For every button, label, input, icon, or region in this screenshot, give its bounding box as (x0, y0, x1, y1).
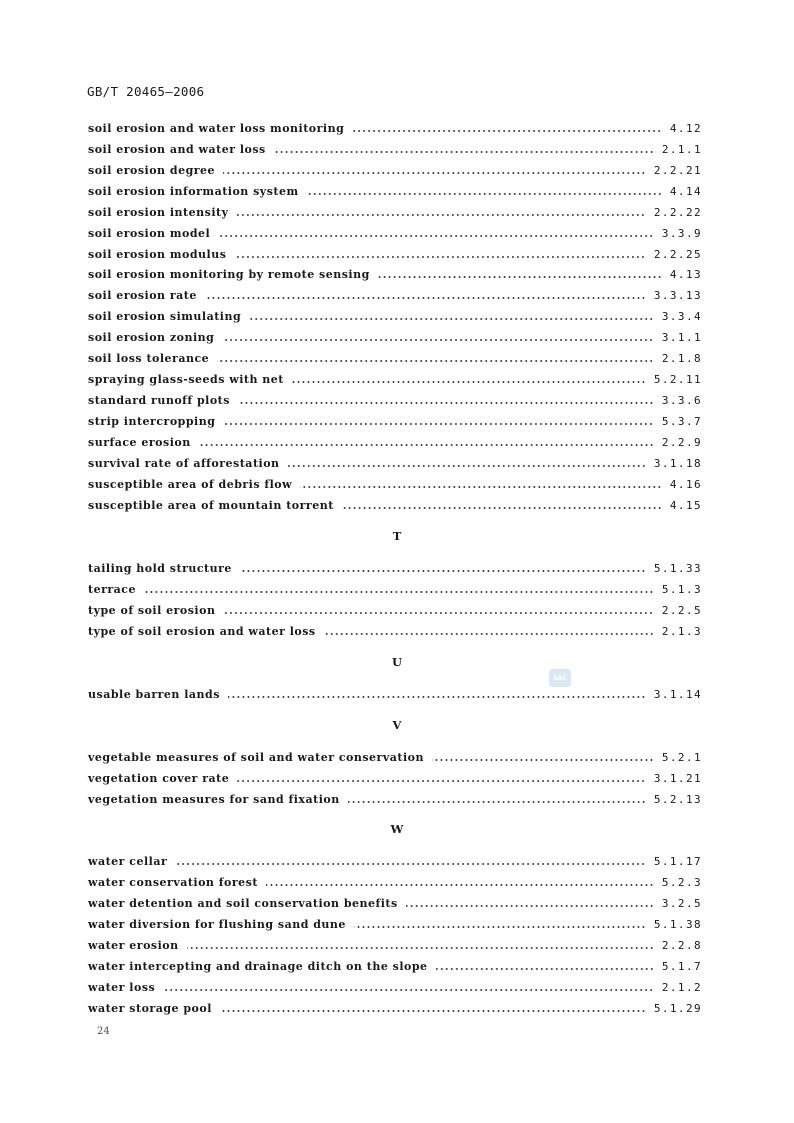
index-entry (88, 413, 702, 431)
clause-number: 2.2.22 (653, 206, 702, 219)
index-term: water detention and soil conservation benefits (88, 897, 398, 910)
index-term: spraying glass-seeds with net (88, 373, 284, 386)
dot-leader (378, 276, 662, 278)
clause-number: 4.13 (669, 268, 702, 281)
clause-number: 5.2.11 (653, 373, 702, 386)
clause-number: 5.1.29 (653, 1002, 702, 1015)
clause-number: 3.1.18 (653, 457, 702, 470)
index-entry (88, 455, 702, 473)
clause-number: 2.1.3 (661, 625, 702, 638)
index-entry (88, 623, 702, 641)
dot-leader (175, 863, 646, 865)
clause-number: 5.1.38 (653, 918, 702, 931)
index-entry (88, 204, 702, 222)
clause-number: 4.14 (669, 185, 702, 198)
clause-number: 3.1.14 (653, 688, 702, 701)
clause-number: 5.1.17 (653, 855, 702, 868)
dot-leader (354, 926, 646, 928)
clause-number: 3.3.9 (661, 227, 702, 240)
index-term: soil erosion simulating (88, 310, 242, 323)
clause-number: 5.3.7 (661, 415, 702, 428)
clause-number: 4.15 (669, 499, 702, 512)
index-term: soil erosion information system (88, 185, 299, 198)
dot-leader (288, 465, 646, 467)
index-term: soil erosion modulus (88, 248, 227, 261)
sac-watermark-logo: SAC (549, 669, 571, 687)
dot-leader (432, 759, 654, 761)
dot-leader (222, 339, 654, 341)
dot-leader (205, 297, 646, 299)
index-term: soil loss tolerance (88, 352, 210, 365)
index-term: soil erosion and water loss monitoring (88, 122, 345, 135)
dot-leader (223, 423, 653, 425)
index-term: standard runoff plots (88, 394, 230, 407)
index-term: vegetable measures of soil and water conservation (88, 751, 424, 764)
clause-number: 2.2.25 (653, 248, 702, 261)
dot-leader (199, 444, 654, 446)
index-term: susceptible area of debris flow (88, 478, 293, 491)
clause-number: 5.2.13 (653, 793, 702, 806)
section-letter-w: W (390, 822, 404, 836)
index-entry (88, 120, 702, 138)
index-entry (88, 371, 702, 389)
index-entry (88, 958, 702, 976)
dot-leader (220, 1010, 646, 1012)
index-entry (88, 162, 702, 180)
dot-leader (217, 360, 654, 362)
clause-number: 2.2.9 (661, 436, 702, 449)
index-entry (88, 246, 702, 264)
index-term: vegetation measures for sand fixation (88, 793, 340, 806)
dot-leader (274, 151, 654, 153)
index-term: survival rate of afforestation (88, 457, 280, 470)
dot-leader (266, 884, 654, 886)
index-term: type of soil erosion and water loss (88, 625, 316, 638)
dot-leader (292, 381, 646, 383)
dot-leader (236, 214, 645, 216)
index-entry (88, 895, 702, 913)
clause-number: 5.2.1 (661, 751, 702, 764)
index-entry (88, 1000, 702, 1018)
index-entry (88, 434, 702, 452)
clause-number: 3.1.1 (661, 331, 702, 344)
dot-leader (228, 696, 646, 698)
index-entry (88, 350, 702, 368)
dot-leader (300, 486, 662, 488)
clause-number: 3.3.13 (653, 289, 702, 302)
index-term: terrace (88, 583, 136, 596)
index-entry (88, 770, 702, 788)
index-entry (88, 937, 702, 955)
clause-number: 5.1.7 (661, 960, 702, 973)
index-entry (88, 853, 702, 871)
index-entry (88, 560, 702, 578)
index-entry (88, 225, 702, 243)
clause-number: 3.1.21 (653, 772, 702, 785)
index-term: soil erosion model (88, 227, 211, 240)
dot-leader (348, 801, 646, 803)
clause-number: 2.2.21 (653, 164, 702, 177)
dot-leader (238, 402, 654, 404)
index-term: water cellar (88, 855, 168, 868)
index-term: soil erosion rate (88, 289, 197, 302)
dot-leader (352, 130, 662, 132)
dot-leader (249, 318, 654, 320)
page-number: 24 (97, 1026, 110, 1037)
index-term: soil erosion zoning (88, 331, 215, 344)
index-entry (88, 329, 702, 347)
index-term: soil erosion and water loss (88, 143, 266, 156)
index-entry (88, 686, 702, 704)
index-entry (88, 497, 702, 515)
dot-leader (436, 968, 654, 970)
index-entry (88, 476, 702, 494)
index-entry (88, 287, 702, 305)
section-letter-u: U (391, 655, 403, 669)
index-term: type of soil erosion (88, 604, 216, 617)
index-term: water erosion (88, 939, 179, 952)
index-term: water diversion for flushing sand dune (88, 918, 346, 931)
index-entry (88, 141, 702, 159)
index-entry (88, 183, 702, 201)
clause-number: 4.12 (669, 122, 702, 135)
index-term: soil erosion intensity (88, 206, 229, 219)
dot-leader (234, 256, 645, 258)
dot-leader (240, 570, 646, 572)
dot-leader (163, 989, 654, 991)
clause-number: 3.3.6 (661, 394, 702, 407)
document-id-header: GB/T 20465—2006 (87, 84, 205, 99)
dot-leader (223, 172, 646, 174)
index-entry (88, 791, 702, 809)
index-term: usable barren lands (88, 688, 220, 701)
index-entry (88, 581, 702, 599)
dot-leader (144, 591, 654, 593)
clause-number: 2.2.8 (661, 939, 702, 952)
dot-leader (237, 780, 646, 782)
index-term: water intercepting and drainage ditch on the slope (88, 960, 428, 973)
index-term: tailing hold structure (88, 562, 232, 575)
index-term: surface erosion (88, 436, 191, 449)
clause-number: 2.1.8 (661, 352, 702, 365)
index-entry (88, 392, 702, 410)
dot-leader (218, 235, 654, 237)
index-entry (88, 308, 702, 326)
clause-number: 5.1.3 (661, 583, 702, 596)
dot-leader (406, 905, 654, 907)
clause-number: 2.1.1 (661, 143, 702, 156)
section-letter-t: T (392, 529, 402, 543)
index-term: vegetation cover rate (88, 772, 230, 785)
clause-number: 4.16 (669, 478, 702, 491)
dot-leader (342, 507, 662, 509)
dot-leader (307, 193, 662, 195)
clause-number: 2.2.5 (661, 604, 702, 617)
index-entry (88, 874, 702, 892)
clause-number: 5.2.3 (661, 876, 702, 889)
clause-number: 5.1.33 (653, 562, 702, 575)
index-term: strip intercropping (88, 415, 216, 428)
index-entry (88, 916, 702, 934)
clause-number: 2.1.2 (661, 981, 702, 994)
dot-leader (187, 947, 654, 949)
index-term: susceptible area of mountain torrent (88, 499, 334, 512)
index-term: water loss (88, 981, 156, 994)
clause-number: 3.2.5 (661, 897, 702, 910)
index-term: water storage pool (88, 1002, 212, 1015)
index-entry (88, 749, 702, 767)
index-term: water conservation forest (88, 876, 258, 889)
index-entry (88, 979, 702, 997)
dot-leader (324, 633, 654, 635)
clause-number: 3.3.4 (661, 310, 702, 323)
index-term: soil erosion degree (88, 164, 216, 177)
index-entry (88, 602, 702, 620)
index-entry (88, 266, 702, 284)
dot-leader (223, 612, 653, 614)
index-term: soil erosion monitoring by remote sensing (88, 268, 370, 281)
section-letter-v: V (392, 718, 402, 732)
